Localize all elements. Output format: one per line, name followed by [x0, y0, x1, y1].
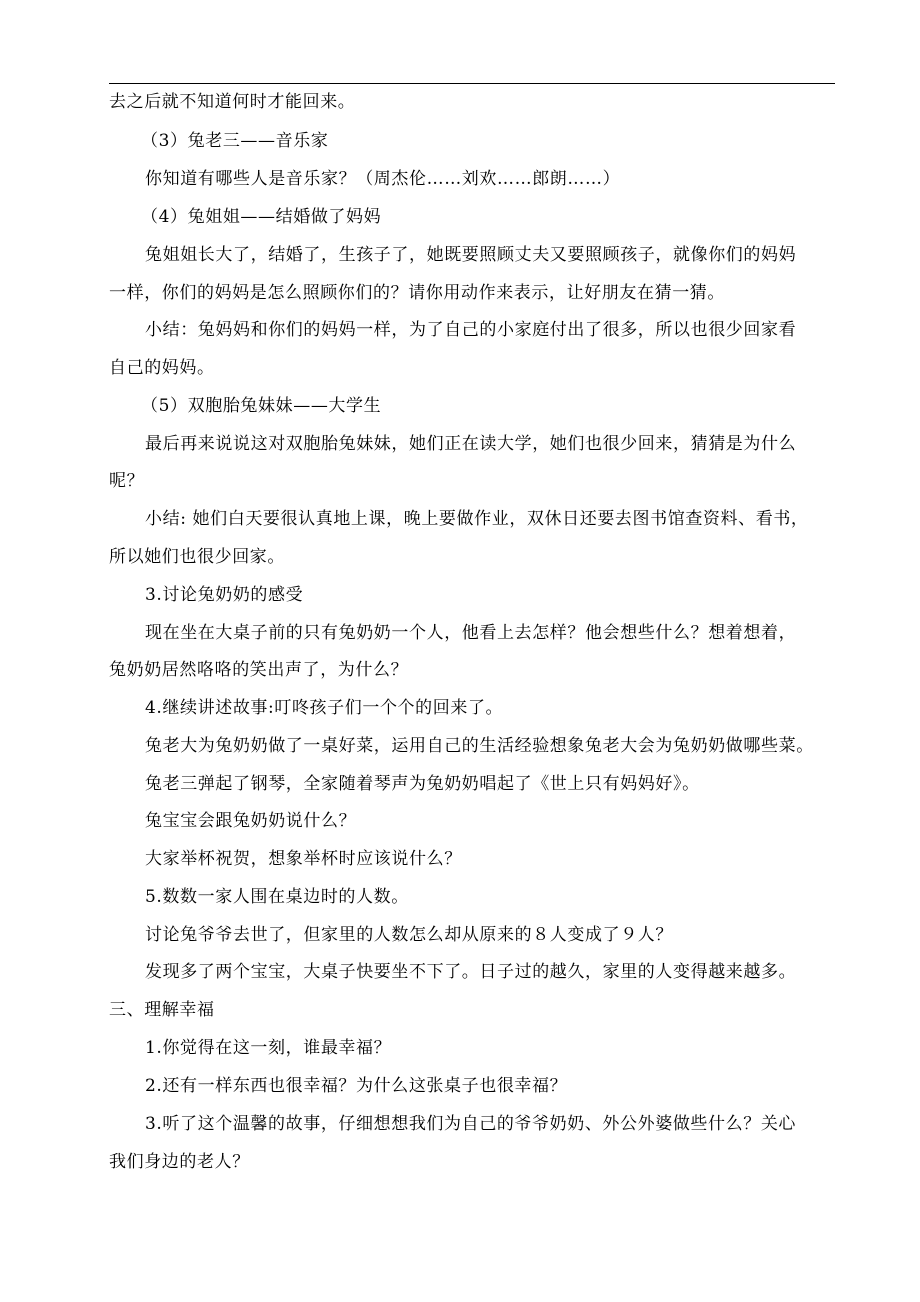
text-line-23: 讨论兔爷爷去世了，但家里的人数怎么却从原来的８人变成了９人？	[145, 925, 673, 945]
text-line-8: 自己的妈妈。	[109, 358, 215, 378]
text-line-19: 兔老三弹起了钢琴，全家随着琴声为兔奶奶唱起了《世上只有妈妈好》。	[145, 774, 700, 794]
text-line-7: 小结：兔妈妈和你们的妈妈一样，为了自己的小家庭付出了很多，所以也很少回家看	[145, 320, 797, 340]
text-line-3: 你知道有哪些人是音乐家？（周杰伦……刘欢……郎朗……）	[145, 169, 621, 189]
text-line-16: 兔奶奶居然咯咯的笑出声了，为什么？	[109, 660, 409, 680]
header-rule	[109, 83, 835, 84]
text-line-18: 兔老大为兔奶奶做了一桌好菜，运用自己的生活经验想象兔老大会为兔奶奶做哪些菜。	[145, 736, 814, 756]
text-line-4: （4）兔姐姐——结婚做了妈妈	[141, 207, 382, 227]
text-line-2: （3）兔老三——音乐家	[141, 131, 329, 151]
text-line-22: 5.数数一家人围在桌边时的人数。	[145, 887, 409, 907]
text-line-13: 所以她们也很少回家。	[109, 547, 285, 567]
text-line-28: 3.听了这个温馨的故事，仔细想想我们为自己的爷爷奶奶、外公外婆做些什么？关心	[145, 1114, 797, 1134]
text-line-26: 1.你觉得在这一刻，谁最幸福？	[145, 1038, 392, 1058]
text-line-24: 发现多了两个宝宝，大桌子快要坐不下了。日子过的越久，家里的人变得越来越多。	[145, 962, 797, 982]
text-line-15: 现在坐在大桌子前的只有兔奶奶一个人，他看上去怎样？他会想些什么？想着想着，	[145, 623, 797, 643]
text-line-9: （5）双胞胎兔妹妹——大学生	[141, 396, 382, 416]
text-line-1: 去之后就不知道何时才能回来。	[109, 92, 356, 112]
text-line-11: 呢？	[109, 471, 145, 491]
text-line-5: 兔姐姐长大了，结婚了，生孩子了，她既要照顾丈夫又要照顾孩子，就像你们的妈妈	[145, 245, 797, 265]
text-line-17: 4.继续讲述故事:叮咚孩子们一个个的回来了。	[145, 698, 504, 718]
text-line-14: 3.讨论兔奶奶的感受	[145, 585, 304, 605]
text-line-20: 兔宝宝会跟兔奶奶说什么？	[145, 811, 357, 831]
text-line-29: 我们身边的老人？	[109, 1152, 250, 1172]
text-line-12: 小结: 她们白天要很认真地上课，晚上要做作业，双休日还要去图书馆查资料、看书，	[145, 509, 809, 529]
text-line-27: 2.还有一样东西也很幸福？为什么这张桌子也很幸福？	[145, 1076, 568, 1096]
text-line-6: 一样，你们的妈妈是怎么照顾你们的？请你用动作来表示，让好朋友在猜一猜。	[109, 283, 725, 303]
text-line-21: 大家举杯祝贺，想象举杯时应该说什么？	[145, 849, 462, 869]
text-line-10: 最后再来说说这对双胞胎兔妹妹，她们正在读大学，她们也很少回来，猜猜是为什么	[145, 434, 797, 454]
section-heading: 三、理解幸福	[109, 1000, 215, 1020]
